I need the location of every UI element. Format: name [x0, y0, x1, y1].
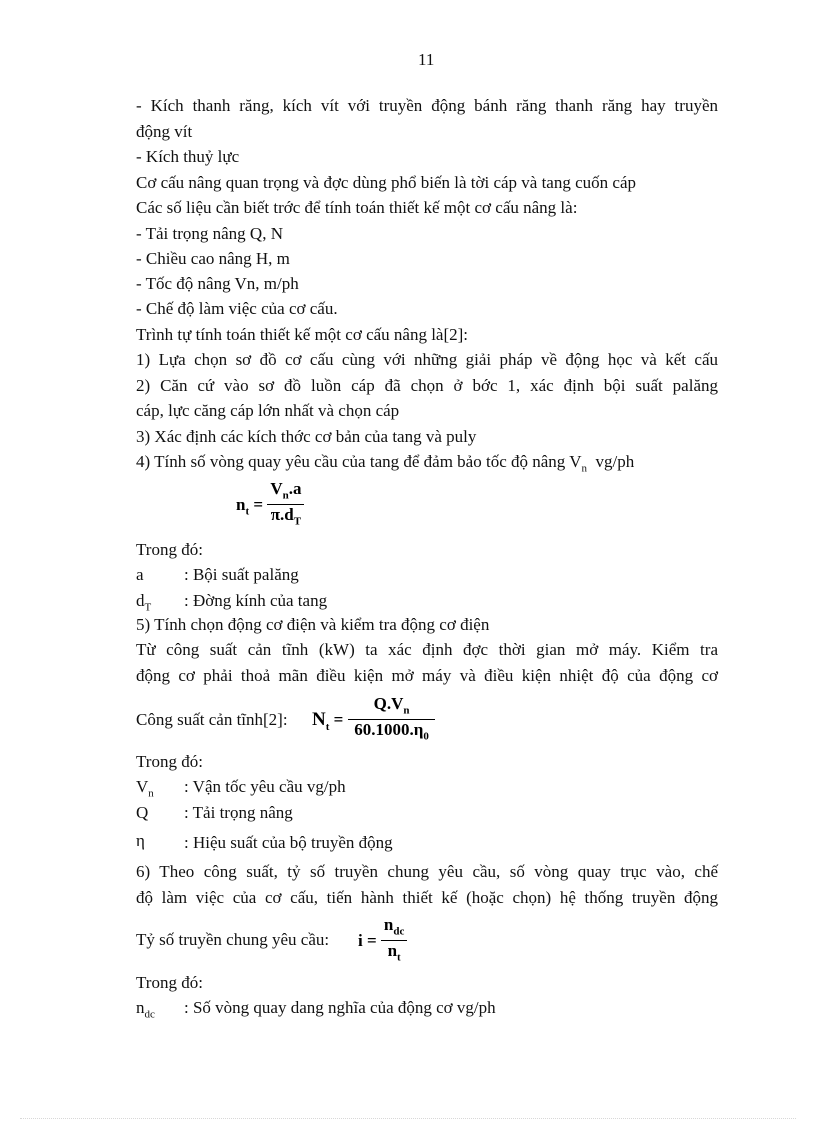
formula-denominator: $\pi.d_T$: [270, 505, 302, 528]
symbol-description: : Bội suất palăng: [184, 565, 299, 584]
symbol-description: : Vận tốc yêu cầu vg/ph: [184, 777, 346, 796]
list-item: - Chiều cao nâng H, m: [136, 249, 290, 268]
formula-equals: =: [253, 494, 264, 514]
text-line: Từ công suất cản tĩnh (kW) ta xác định đợc thời gian mở máy. Kiểm tra: [136, 640, 718, 659]
symbol-description: : Hiệu suất của bộ truyền động: [184, 833, 393, 852]
formula-lhs: i: [358, 930, 363, 950]
text-line: 1) Lựa chọn sơ đồ cơ cấu cùng với những giải pháp về động học và kết cấu: [136, 350, 718, 369]
formula-static-power: [312, 695, 435, 747]
formula-rotation-speed: [236, 480, 304, 532]
symbol: $n_{dc}$: [136, 998, 155, 1021]
symbol: $d_T$: [136, 591, 152, 614]
text-segment: 4) Tính số vòng quay yêu cầu của tang để đảm bảo tốc độ nâng V: [136, 452, 582, 471]
text-line: động cơ phải thoả mãn điều kiện mở máy và điều kiện nhiệt độ của động cơ: [136, 666, 718, 685]
text-line: Các số liệu cần biết trớc để tính toán thiết kế một cơ cấu nâng là:: [136, 198, 578, 217]
list-item: - Tải trọng nâng Q, N: [136, 224, 283, 243]
formula-equals: =: [366, 930, 377, 950]
formula-numerator: $V_n.a$: [267, 480, 304, 505]
formula-fraction: [381, 916, 407, 968]
text-line: động vít: [136, 122, 193, 141]
where-heading: Trong đó:: [136, 752, 203, 771]
text-line: [136, 452, 634, 478]
symbol: η: [136, 831, 145, 850]
text-line: 2) Căn cứ vào sơ đồ luồn cáp đã chọn ở bớc 1, xác định bội suất palăng: [136, 376, 718, 395]
formula-ratio: [358, 916, 407, 968]
formula-fraction: [348, 695, 436, 747]
page-bottom-divider: [20, 1118, 796, 1119]
page-number: 11: [418, 50, 435, 69]
text-line: 5) Tính chọn động cơ điện và kiểm tra động cơ điện: [136, 615, 490, 634]
text-line: - Kích thuỷ lực: [136, 147, 240, 166]
formula-denominator: $60.1000.\eta_0$: [354, 720, 429, 743]
symbol: Q: [136, 803, 149, 822]
subscript: n: [581, 462, 588, 475]
formula-label: Tỷ số truyền chung yêu cầu:: [136, 930, 330, 949]
list-item: - Chế độ làm việc của cơ cấu.: [136, 299, 338, 318]
symbol-description: : Đờng kính của tang: [184, 591, 328, 610]
text-line: 3) Xác định các kích thớc cơ bản của tang và puly: [136, 427, 477, 446]
text-line: - Kích thanh răng, kích vít với truyền động bánh răng thanh răng hay truyền: [136, 96, 718, 115]
text-line: 6) Theo công suất, tỷ số truyền chung yêu cầu, số vòng quay trục vào, chế: [136, 862, 718, 881]
symbol-description: : Tải trọng nâng: [184, 803, 293, 822]
text-line: Trình tự tính toán thiết kế một cơ cấu nâng là[2]:: [136, 325, 469, 344]
formula-fraction: [267, 480, 304, 532]
list-item: - Tốc độ nâng Vn, m/ph: [136, 274, 299, 293]
text-line: độ làm việc của cơ cấu, tiến hành thiết kế (hoặc chọn) hệ thống truyền động: [136, 888, 718, 907]
formula-numerator: $n_{dc}$: [381, 916, 407, 941]
text-segment: vg/ph: [595, 452, 635, 471]
symbol-description: : Số vòng quay dang nghĩa của động cơ vg/ph: [184, 998, 496, 1017]
text-line: cáp, lực căng cáp lớn nhất và chọn cáp: [136, 401, 400, 420]
formula-denominator: $n_t$: [387, 941, 401, 964]
symbol: a: [136, 565, 144, 584]
formula-numerator: $Q.V_n$: [348, 695, 436, 720]
formula-lhs: $n_t$: [236, 494, 250, 518]
text-line: Cơ cấu nâng quan trọng và đợc dùng phổ biến là tời cáp và tang cuốn cáp: [136, 173, 636, 192]
formula-label: Công suất cản tĩnh[2]:: [136, 710, 288, 729]
formula-equals: =: [333, 709, 344, 729]
formula-lhs: $N_t$: [312, 708, 330, 733]
where-heading: Trong đó:: [136, 540, 203, 559]
where-heading: Trong đó:: [136, 973, 203, 992]
symbol: $V_n$: [136, 777, 154, 800]
